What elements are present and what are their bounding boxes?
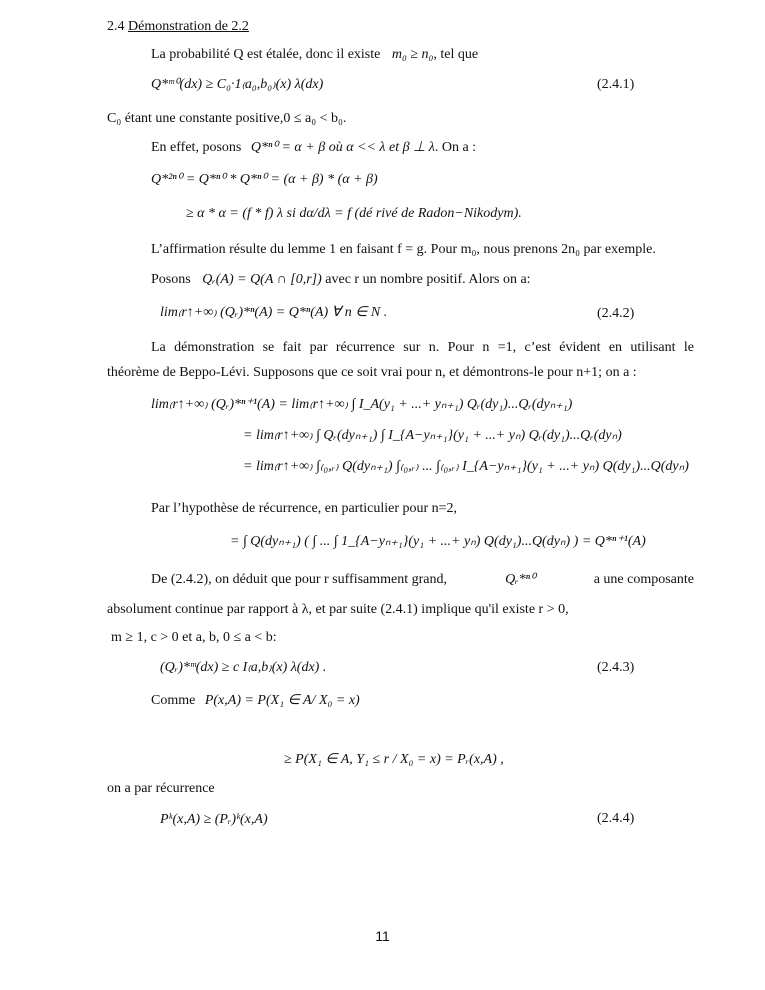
text-line: L’affirmation résulte du lemme 1 en faisant f = g. Pour m₀, nous prenons 2n₀ par exemple. (151, 242, 656, 257)
text-line (151, 271, 531, 289)
equation-line: = lim₍r↑+∞₎ ∫ Qᵣ(dyₙ₊₁) ∫ I_{A−yₙ₊₁}(y₁ + ...+ yₙ) Qᵣ(dy₁)...Qᵣ(dyₙ) (243, 428, 622, 443)
equation-2-4-3: (Qᵣ)*ᵐ(dx) ≥ c I₍a,b₎(x) λ(dx) . (160, 660, 327, 675)
text-line: Par l’hypothèse de récurrence, en particulier pour n=2, (151, 501, 458, 516)
math-inline: Qᵣ(A) = Q(A ∩ [0,r]) (202, 272, 322, 287)
equation-line: lim₍r↑+∞₎ (Qᵣ)*ⁿ⁺¹(A) = lim₍r↑+∞₎ ∫ I_A(y₁ + ...+ yₙ₊₁) Qᵣ(dy₁)...Qᵣ(dyₙ₊₁) (151, 397, 573, 412)
equation-body: Q*ᵐ⁰(dx) ≥ C₀·1₍a₀,b₀₎(x) λ(dx) (151, 77, 324, 92)
page-number: 11 (375, 928, 390, 944)
section-heading (107, 18, 249, 36)
equation-2-4-4: Pᵏ(x,A) ≥ (Pᵣ)ᵏ(x,A) (160, 812, 268, 827)
equation-number: (2.4.2) (597, 306, 635, 321)
text-line (151, 139, 476, 157)
text-span: De (2.4.2), on déduit que pour r suffisamment grand, (151, 572, 448, 587)
math-inline: m₀ ≥ n₀ (391, 47, 434, 62)
equation-2-4-2: lim₍r↑+∞₎ (Qᵣ)*ⁿ(A) = Q*ⁿ(A) ∀ n ∈ N . (160, 305, 388, 320)
section-number: 2.4 (107, 19, 125, 34)
math-inline: Q*ⁿ⁰ = α + β où α << λ et β ⊥ λ (250, 140, 435, 155)
paragraph-line (151, 571, 694, 589)
paragraph-line: La démonstration se fait par récurrence sur n. Pour n =1, c’est évident en utilisant le (151, 340, 694, 355)
text-span: Posons (151, 272, 191, 287)
text-span: a une composante (593, 572, 694, 587)
equation-number: (2.4.4) (597, 811, 635, 826)
equation-line: Q*²ⁿ⁰ = Q*ⁿ⁰ * Q*ⁿ⁰ = (α + β) * (α + β) (151, 172, 378, 187)
equation-line: = ∫ Q(dyₙ₊₁) ( ∫ ... ∫ 1_{A−yₙ₊₁}(y₁ + ...+ yₙ) Q(dy₁)...Q(dyₙ) ) = Q*ⁿ⁺¹(A) (230, 534, 646, 549)
equation-number: (2.4.1) (597, 77, 635, 92)
equation-line: ≥ P(X₁ ∈ A, Y₁ ≤ r / X₀ = x) = Pᵣ(x,A) , (284, 752, 504, 767)
text-line (151, 46, 478, 64)
text-line: on a par récurrence (107, 781, 215, 796)
equation-number: (2.4.3) (597, 660, 635, 675)
section-title: Démonstration de 2.2 (128, 19, 249, 34)
text-span: avec r un nombre positif. Alors on a: (321, 272, 531, 287)
text-line (151, 692, 360, 710)
math-inline: Qᵣ*ⁿ⁰ (505, 572, 536, 587)
equation-line: ≥ α * α = (f * f) λ si dα/dλ = f (dé rivé de Radon−Nikodym). (186, 206, 522, 221)
text-span: La probabilité Q est étalée, donc il existe (151, 47, 381, 62)
text-span: , tel que (433, 47, 479, 62)
math-inline: P(x,A) = P(X₁ ∈ A/ X₀ = x) (204, 693, 360, 708)
text-span: . On a : (434, 140, 477, 155)
text-line: C₀ étant une constante positive,0 ≤ a₀ < b₀. (107, 111, 347, 126)
equation-2-4-1 (151, 76, 323, 94)
text-span: En effet, posons (151, 140, 242, 155)
paragraph-line: théorème de Beppo-Lévi. Supposons que ce soit vrai pour n, et démontrons-le pour n+1; on a : (107, 365, 637, 380)
paragraph-line: absolument continue par rapport à λ, et par suite (2.4.1) implique qu'il existe r > 0, (107, 602, 569, 617)
equation-line: = lim₍r↑+∞₎ ∫₍₀,ᵣ₎ Q(dyₙ₊₁) ∫₍₀,ᵣ₎ ... ∫₍₀,ᵣ₎ I_{A−yₙ₊₁}(y₁ + ...+ yₙ) Q(dy₁)...Q(dyₙ) (243, 459, 689, 474)
text-line: m ≥ 1, c > 0 et a, b, 0 ≤ a < b: (111, 630, 277, 645)
text-span: Comme (151, 693, 196, 708)
